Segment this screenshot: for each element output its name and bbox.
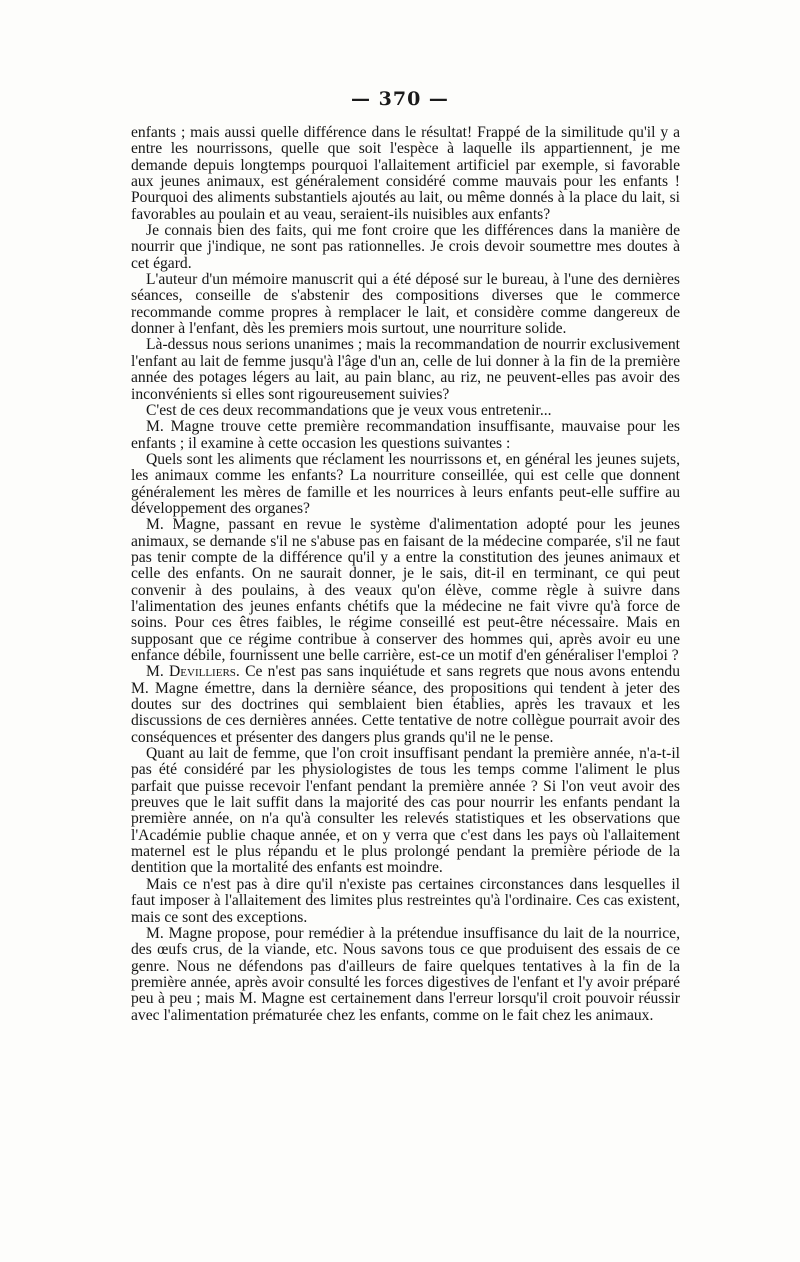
paragraph: Quels sont les aliments que réclament les nourrissons et, en général les jeunes sujets, les animaux comme les enfants? La nourriture conseillée, qui est celle que donnent généralement les mères de famille et les nourrices à leurs enfants peut-elle suffire au développement des organes?: [131, 450, 680, 517]
paragraph: C'est de ces deux recommandations que je veux vous entretenir...: [146, 401, 552, 419]
page-number: — 370 —: [351, 88, 449, 110]
paragraph-text: Ce n'est pas sans inquiétude et sans regrets que nous avons entendu M. Magne émettre, dans la dernière séance, des propositions qui tendent à jeter des doutes sur des doctrines qui semblaient bien établies, après les travaux et les discussions de ces dernières années. Cette tentative de notre collègue pourrait avoir des conséquences et présenter des dangers plus grands qu'il ne le pense.: [131, 663, 680, 746]
paragraph: M. Magne trouve cette première recommandation insuffisante, mauvaise pour les enfants ; il examine à cette occasion les questions suivantes :: [131, 418, 680, 452]
paragraph: Mais ce n'est pas à dire qu'il n'existe pas certaines circonstances dans lesquelles il faut imposer à l'allaitement des limites plus restreintes qu'à l'ordinaire. Ces cas existent, mais ce sont des exceptions.: [131, 875, 680, 926]
paragraph: L'auteur d'un mémoire manuscrit qui a été déposé sur le bureau, à l'une des dernières séances, conseille de s'abstenir des compositions diverses que le commerce recommande comme propres à remplacer le lait, et considère comme dangereux de donner à l'enfant, dès les premiers mois surtout, une nourriture solide.: [131, 271, 680, 338]
paragraph: M. Magne propose, pour remédier à la prétendue insuffisance du lait de la nourrice, des œufs crus, de la viande, etc. Nous savons tous ce que produisent des essais de ce genre. Nous ne défendons pas d'ailleurs de faire quelques tentatives à la fin de la première année, après avoir consulté les forces digestives de l'enfant et l'y avoir préparé peu à peu ; mais M. Magne est certainement dans l'erreur lorsqu'il croit pouvoir réussir avec l'alimentation prématurée chez les enfants, comme on le fait chez les animaux.: [131, 924, 680, 1024]
body-text: [131, 125, 680, 1024]
paragraph: enfants ; mais aussi quelle différence dans le résultat! Frappé de la similitude qu'il y a entre les nourrissons, quelle que soit l'espèce à laquelle ils appartiennent, je me demande depuis longtemps pourquoi l'allaitement artificiel par exemple, si favorable aux jeunes animaux, est généralement considéré comme mauvais pour les enfants ! Pourquoi des aliments substantiels ajoutés au lait, ou même donnés à la place du lait, si favorables au poulain et au veau, seraient-ils nuisibles aux enfants?: [131, 124, 680, 223]
paragraph: Là-dessus nous serions unanimes ; mais la recommandation de nourrir exclusivement l'enfant au lait de femme jusqu'à l'âge d'un an, celle de lui donner à la fin de la première année des potages légers au lait, au pain blanc, au riz, ne peuvent-elles pas avoir des inconvénients si elles sont rigoureusement suivies?: [131, 336, 680, 403]
paragraph: Je connais bien des faits, qui me font croire que les différences dans la manière de nourrir que j'indique, ne sont pas rationnelles. Je crois devoir soumettre mes doutes à cet égard.: [131, 222, 680, 272]
paragraph-devilliers: [131, 664, 680, 746]
paragraph: M. Magne, passant en revue le système d'alimentation adopté pour les jeunes animaux, se demande s'il ne s'abuse pas en faisant de la médecine comparée, s'il ne faut pas tenir compte de la différence qu'il y a entre la constitution des jeunes animaux et celle des enfants. On ne saurait donner, je le sais, dit-il en terminant, ce qui peut convenir à des poulains, à des veaux qu'on élève, comme règle à suivre dans l'alimentation des jeunes enfants chétifs que la médecine ne fait vivre qu'à force de soins. Pour ces êtres faibles, le régime conseillé est peut-être nécessaire. Mais en supposant que ce régime contribue à conserver des hommes qui, après avoir eu une enfance débile, fournissent une belle carrière, est-ce un motif d'en généraliser l'emploi ?: [131, 516, 680, 664]
speaker-name: M. Devilliers.: [146, 663, 240, 681]
paragraph: Quant au lait de femme, que l'on croit insuffisant pendant la première année, n'a-t-il pas été considéré par les physiologistes de tous les temps comme l'aliment le plus parfait que puisse recevoir l'enfant pendant la première année ? Si l'on veut avoir des preuves que le lait suffit dans la majorité des cas pour nourrir les enfants pendant la première année, on n'a qu'à consulter les relevés statistiques et les observations que l'Académie publie chaque année, et on y verra que c'est dans les pays où l'allaitement maternel est le plus répandu et le plus prolongé pendant la première période de la dentition que la mortalité des enfants est moindre.: [131, 745, 680, 877]
